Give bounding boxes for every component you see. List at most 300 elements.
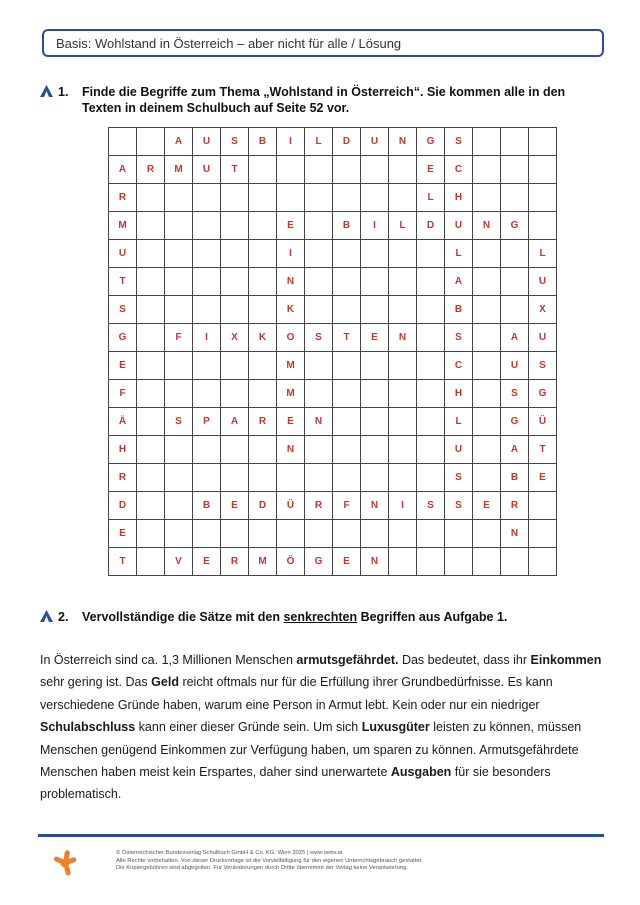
instruction-text: Begriffen aus Aufgabe 1. bbox=[357, 610, 508, 624]
grid-cell bbox=[333, 408, 361, 436]
grid-cell: G bbox=[417, 128, 445, 156]
grid-cell bbox=[361, 436, 389, 464]
grid-cell: E bbox=[473, 492, 501, 520]
grid-cell bbox=[529, 156, 557, 184]
grid-cell bbox=[277, 184, 305, 212]
grid-cell bbox=[389, 548, 417, 576]
grid-cell: T bbox=[109, 268, 137, 296]
grid-cell: A bbox=[165, 128, 193, 156]
grid-cell: U bbox=[193, 128, 221, 156]
answer-word: Ausgaben bbox=[390, 765, 452, 780]
answer-paragraph bbox=[40, 649, 605, 806]
grid-cell bbox=[249, 240, 277, 268]
grid-cell bbox=[389, 520, 417, 548]
task-2 bbox=[40, 609, 600, 627]
header-box bbox=[42, 29, 604, 57]
grid-cell bbox=[473, 128, 501, 156]
grid-cell bbox=[249, 268, 277, 296]
grid-cell: K bbox=[277, 296, 305, 324]
grid-cell bbox=[193, 212, 221, 240]
grid-cell bbox=[417, 324, 445, 352]
grid-row bbox=[109, 408, 557, 436]
grid-cell: S bbox=[445, 128, 473, 156]
grid-cell bbox=[361, 156, 389, 184]
grid-cell bbox=[501, 548, 529, 576]
grid-cell: G bbox=[109, 324, 137, 352]
grid-cell bbox=[165, 212, 193, 240]
grid-cell: Ü bbox=[529, 408, 557, 436]
grid-cell: R bbox=[249, 408, 277, 436]
task-1 bbox=[40, 84, 600, 118]
grid-cell: H bbox=[445, 184, 473, 212]
grid-cell bbox=[501, 296, 529, 324]
grid-cell bbox=[165, 492, 193, 520]
grid-row bbox=[109, 128, 557, 156]
grid-cell bbox=[249, 352, 277, 380]
grid-cell bbox=[137, 380, 165, 408]
grid-cell bbox=[333, 352, 361, 380]
grid-cell bbox=[193, 240, 221, 268]
grid-cell bbox=[389, 352, 417, 380]
grid-cell bbox=[529, 212, 557, 240]
grid-cell: C bbox=[445, 352, 473, 380]
grid-cell: M bbox=[277, 380, 305, 408]
grid-cell: Ö bbox=[277, 548, 305, 576]
grid-cell: M bbox=[165, 156, 193, 184]
grid-cell: L bbox=[389, 212, 417, 240]
grid-cell bbox=[165, 520, 193, 548]
grid-cell: E bbox=[333, 548, 361, 576]
grid-cell bbox=[361, 464, 389, 492]
grid-cell bbox=[221, 268, 249, 296]
grid-cell bbox=[417, 408, 445, 436]
grid-cell bbox=[305, 212, 333, 240]
word-search-grid bbox=[108, 127, 557, 576]
paragraph-text: reicht oftmals nur für die Erfüllung ihrer Grundbedürfnisse. Es kann verschiedene Gründe haben, warum eine Person in Armut lebt. Kein oder nur ein niedriger bbox=[40, 675, 553, 712]
grid-cell: B bbox=[445, 296, 473, 324]
grid-cell bbox=[221, 296, 249, 324]
grid-cell bbox=[165, 436, 193, 464]
grid-cell: U bbox=[501, 352, 529, 380]
grid-cell: E bbox=[193, 548, 221, 576]
grid-cell bbox=[305, 268, 333, 296]
grid-cell: D bbox=[333, 128, 361, 156]
grid-cell bbox=[445, 548, 473, 576]
grid-cell bbox=[137, 268, 165, 296]
grid-cell bbox=[389, 464, 417, 492]
grid-cell: U bbox=[529, 324, 557, 352]
grid-cell bbox=[473, 296, 501, 324]
grid-cell bbox=[277, 464, 305, 492]
grid-cell bbox=[249, 184, 277, 212]
grid-cell: I bbox=[361, 212, 389, 240]
grid-cell bbox=[137, 324, 165, 352]
grid-cell bbox=[501, 156, 529, 184]
grid-cell: N bbox=[473, 212, 501, 240]
grid-cell: S bbox=[221, 128, 249, 156]
grid-cell bbox=[473, 324, 501, 352]
footer-line: Alle Rechte vorbehalten. Von dieser Druckvorlage ist die Vervielfältigung für den eigenen Unterrichtsgebrauch gestattet. bbox=[116, 857, 423, 864]
grid-cell bbox=[333, 240, 361, 268]
page-title: Basis: Wohlstand in Österreich – aber nicht für alle / Lösung bbox=[56, 35, 402, 51]
grid-cell: S bbox=[445, 492, 473, 520]
grid-cell: B bbox=[193, 492, 221, 520]
grid-cell bbox=[137, 520, 165, 548]
grid-cell bbox=[249, 380, 277, 408]
grid-cell bbox=[305, 240, 333, 268]
grid-cell bbox=[165, 464, 193, 492]
task-instruction bbox=[82, 609, 507, 625]
grid-cell: N bbox=[361, 548, 389, 576]
grid-cell: F bbox=[165, 324, 193, 352]
grid-cell bbox=[417, 352, 445, 380]
grid-cell bbox=[221, 352, 249, 380]
grid-cell: U bbox=[445, 436, 473, 464]
grid-cell: T bbox=[529, 436, 557, 464]
grid-cell: E bbox=[277, 408, 305, 436]
grid-cell bbox=[473, 268, 501, 296]
grid-cell: K bbox=[249, 324, 277, 352]
grid-cell: E bbox=[109, 520, 137, 548]
grid-cell: I bbox=[193, 324, 221, 352]
grid-cell bbox=[221, 464, 249, 492]
grid-cell bbox=[529, 184, 557, 212]
footer-divider bbox=[38, 834, 604, 837]
grid-cell bbox=[529, 548, 557, 576]
grid-row bbox=[109, 380, 557, 408]
grid-cell bbox=[333, 520, 361, 548]
grid-cell: U bbox=[361, 128, 389, 156]
grid-cell bbox=[473, 380, 501, 408]
answer-word: armutsgefährdet. bbox=[296, 653, 399, 667]
footer-copyright bbox=[116, 850, 423, 873]
grid-cell: L bbox=[529, 240, 557, 268]
instruction-underlined: senkrechten bbox=[283, 610, 358, 624]
grid-cell: U bbox=[445, 212, 473, 240]
grid-cell: S bbox=[417, 492, 445, 520]
grid-cell: T bbox=[333, 324, 361, 352]
answer-word: Schulabschluss bbox=[40, 720, 136, 735]
grid-cell: G bbox=[501, 212, 529, 240]
grid-cell bbox=[361, 352, 389, 380]
grid-cell bbox=[305, 380, 333, 408]
grid-cell: S bbox=[109, 296, 137, 324]
grid-cell bbox=[137, 212, 165, 240]
grid-cell bbox=[221, 212, 249, 240]
grid-cell bbox=[137, 240, 165, 268]
grid-cell: D bbox=[109, 492, 137, 520]
grid-cell: S bbox=[445, 324, 473, 352]
grid-cell bbox=[165, 352, 193, 380]
grid-cell: E bbox=[529, 464, 557, 492]
grid-cell bbox=[277, 520, 305, 548]
grid-cell: R bbox=[501, 492, 529, 520]
grid-cell bbox=[417, 436, 445, 464]
grid-cell: X bbox=[221, 324, 249, 352]
grid-cell bbox=[417, 464, 445, 492]
grid-cell: N bbox=[389, 324, 417, 352]
grid-cell: E bbox=[277, 212, 305, 240]
grid-cell: O bbox=[277, 324, 305, 352]
grid-cell bbox=[473, 352, 501, 380]
grid-cell bbox=[305, 296, 333, 324]
grid-cell bbox=[473, 436, 501, 464]
grid-cell bbox=[529, 128, 557, 156]
grid-cell bbox=[473, 240, 501, 268]
grid-cell: U bbox=[109, 240, 137, 268]
grid-cell bbox=[221, 184, 249, 212]
grid-cell: G bbox=[529, 380, 557, 408]
grid-cell: B bbox=[333, 212, 361, 240]
grid-cell bbox=[305, 352, 333, 380]
grid-cell bbox=[221, 520, 249, 548]
footer-line: © Österreichischer Bundesverlag Schulbuch GmbH & Co. KG, Wien 2025 | www.oebv.at bbox=[116, 850, 343, 856]
grid-cell bbox=[249, 212, 277, 240]
task-number: 1. bbox=[58, 85, 69, 99]
grid-cell: R bbox=[109, 184, 137, 212]
grid-cell bbox=[193, 184, 221, 212]
paragraph-text: Das bedeutet, dass ihr bbox=[398, 653, 531, 667]
grid-cell bbox=[445, 520, 473, 548]
grid-cell bbox=[249, 296, 277, 324]
grid-cell: G bbox=[305, 548, 333, 576]
grid-cell bbox=[305, 184, 333, 212]
grid-cell: N bbox=[389, 128, 417, 156]
grid-cell bbox=[333, 184, 361, 212]
grid-cell: R bbox=[221, 548, 249, 576]
grid-cell bbox=[389, 380, 417, 408]
grid-cell bbox=[417, 548, 445, 576]
grid-row bbox=[109, 156, 557, 184]
grid-cell bbox=[305, 436, 333, 464]
grid-cell bbox=[137, 436, 165, 464]
grid-cell: Ü bbox=[277, 492, 305, 520]
grid-cell: I bbox=[389, 492, 417, 520]
grid-cell bbox=[361, 240, 389, 268]
paragraph-text: leisten zu können, müssen Menschen genügend Einkommen zur Verfügung haben, um sparen zu können. Armutsgefährdete Menschen haben meist kein Erspartes, daher sind unerwartete bbox=[40, 720, 582, 780]
grid-cell: R bbox=[109, 464, 137, 492]
grid-cell: B bbox=[249, 128, 277, 156]
grid-row bbox=[109, 436, 557, 464]
grid-row bbox=[109, 212, 557, 240]
grid-cell bbox=[389, 240, 417, 268]
grid-cell bbox=[193, 380, 221, 408]
grid-row bbox=[109, 296, 557, 324]
grid-cell bbox=[333, 380, 361, 408]
grid-cell bbox=[249, 520, 277, 548]
grid-cell bbox=[249, 436, 277, 464]
grid-cell bbox=[137, 464, 165, 492]
grid-cell bbox=[333, 296, 361, 324]
grid-cell bbox=[165, 296, 193, 324]
grid-cell: E bbox=[417, 156, 445, 184]
grid-cell bbox=[277, 156, 305, 184]
grid-cell: F bbox=[109, 380, 137, 408]
grid-cell: U bbox=[193, 156, 221, 184]
grid-row bbox=[109, 548, 557, 576]
grid-cell: X bbox=[529, 296, 557, 324]
grid-cell: R bbox=[137, 156, 165, 184]
grid-cell bbox=[221, 436, 249, 464]
grid-cell bbox=[361, 184, 389, 212]
grid-cell bbox=[417, 240, 445, 268]
grid-cell bbox=[193, 464, 221, 492]
grid-cell: S bbox=[445, 464, 473, 492]
grid-cell: E bbox=[109, 352, 137, 380]
grid-cell: N bbox=[277, 268, 305, 296]
grid-cell bbox=[333, 156, 361, 184]
grid-cell bbox=[361, 268, 389, 296]
grid-cell bbox=[193, 520, 221, 548]
grid-cell bbox=[473, 520, 501, 548]
grid-cell bbox=[221, 380, 249, 408]
grid-cell bbox=[417, 520, 445, 548]
difficulty-mountain-icon bbox=[40, 85, 53, 97]
grid-cell: A bbox=[445, 268, 473, 296]
paragraph-text: kann einer dieser Gründe sein. Um sich bbox=[135, 720, 362, 735]
grid-cell: N bbox=[501, 520, 529, 548]
grid-cell: S bbox=[165, 408, 193, 436]
grid-cell bbox=[165, 380, 193, 408]
grid-row bbox=[109, 352, 557, 380]
grid-cell: B bbox=[501, 464, 529, 492]
grid-cell bbox=[333, 436, 361, 464]
grid-cell: E bbox=[361, 324, 389, 352]
grid-cell: U bbox=[529, 268, 557, 296]
grid-cell: P bbox=[193, 408, 221, 436]
task-number: 2. bbox=[58, 610, 69, 624]
publisher-logo-icon bbox=[52, 849, 78, 877]
grid-cell bbox=[305, 464, 333, 492]
grid-cell bbox=[417, 380, 445, 408]
grid-cell: D bbox=[249, 492, 277, 520]
grid-cell: Ä bbox=[109, 408, 137, 436]
grid-cell bbox=[361, 296, 389, 324]
grid-cell bbox=[473, 156, 501, 184]
grid-cell bbox=[137, 548, 165, 576]
grid-cell: N bbox=[277, 436, 305, 464]
grid-cell: C bbox=[445, 156, 473, 184]
grid-cell bbox=[389, 184, 417, 212]
grid-cell bbox=[193, 436, 221, 464]
grid-cell bbox=[333, 268, 361, 296]
grid-cell: I bbox=[277, 128, 305, 156]
grid-cell: L bbox=[445, 408, 473, 436]
paragraph-text: für sie besonders problematisch. bbox=[40, 765, 551, 802]
grid-cell: S bbox=[305, 324, 333, 352]
grid-row bbox=[109, 268, 557, 296]
grid-cell bbox=[361, 520, 389, 548]
grid-cell bbox=[305, 520, 333, 548]
grid-cell bbox=[501, 240, 529, 268]
grid-cell: G bbox=[501, 408, 529, 436]
grid-cell: S bbox=[529, 352, 557, 380]
grid-cell: M bbox=[249, 548, 277, 576]
grid-cell bbox=[473, 464, 501, 492]
grid-cell bbox=[221, 240, 249, 268]
paragraph-text: In Österreich sind ca. 1,3 Millionen Menschen bbox=[40, 653, 297, 667]
grid-cell: A bbox=[501, 324, 529, 352]
grid-cell bbox=[165, 240, 193, 268]
grid-cell bbox=[473, 184, 501, 212]
grid-cell: E bbox=[221, 492, 249, 520]
grid-cell bbox=[137, 128, 165, 156]
grid-cell bbox=[501, 128, 529, 156]
grid-cell bbox=[417, 268, 445, 296]
grid-cell bbox=[473, 408, 501, 436]
grid-cell bbox=[361, 408, 389, 436]
grid-cell bbox=[193, 352, 221, 380]
grid-cell: T bbox=[221, 156, 249, 184]
grid-cell bbox=[389, 296, 417, 324]
grid-cell: I bbox=[277, 240, 305, 268]
grid-cell bbox=[137, 352, 165, 380]
grid-cell bbox=[501, 184, 529, 212]
grid-cell: S bbox=[501, 380, 529, 408]
grid-cell bbox=[389, 436, 417, 464]
grid-cell bbox=[109, 128, 137, 156]
grid-cell bbox=[529, 520, 557, 548]
difficulty-mountain-icon bbox=[40, 610, 53, 622]
grid-cell: L bbox=[305, 128, 333, 156]
answer-word: Luxusgüter bbox=[361, 720, 430, 735]
grid-cell: N bbox=[305, 408, 333, 436]
task-instruction: Finde die Begriffe zum Thema „Wohlstand in Österreich“. Sie kommen alle in den Texten in deinem Schulbuch auf Seite 52 vor. bbox=[82, 85, 566, 115]
grid-row bbox=[109, 520, 557, 548]
grid-cell: L bbox=[445, 240, 473, 268]
answer-word: Geld bbox=[151, 675, 179, 690]
instruction-text: Vervollständige die Sätze mit den bbox=[82, 610, 284, 624]
footer-line: Die Kopiergebühren sind abgegolten. Für Veränderungen durch Dritte übernimmt der Verlag keine Verantwortung. bbox=[116, 865, 408, 872]
paragraph-text: sehr gering ist. Das bbox=[40, 675, 152, 690]
grid-cell bbox=[389, 268, 417, 296]
grid-row bbox=[109, 184, 557, 212]
grid-cell bbox=[389, 408, 417, 436]
answer-word: Einkommen bbox=[530, 653, 602, 667]
grid-row bbox=[109, 492, 557, 520]
grid-cell: V bbox=[165, 548, 193, 576]
grid-cell bbox=[165, 268, 193, 296]
grid-cell bbox=[165, 184, 193, 212]
grid-cell bbox=[389, 156, 417, 184]
grid-cell bbox=[361, 380, 389, 408]
grid-cell: A bbox=[221, 408, 249, 436]
grid-cell bbox=[137, 408, 165, 436]
grid-row bbox=[109, 324, 557, 352]
grid-cell: A bbox=[501, 436, 529, 464]
grid-row bbox=[109, 464, 557, 492]
grid-cell bbox=[137, 184, 165, 212]
grid-row bbox=[109, 240, 557, 268]
grid-cell: F bbox=[333, 492, 361, 520]
grid-cell: H bbox=[109, 436, 137, 464]
grid-cell: R bbox=[305, 492, 333, 520]
grid-cell bbox=[473, 548, 501, 576]
grid-cell: L bbox=[417, 184, 445, 212]
grid-cell bbox=[305, 156, 333, 184]
grid-cell bbox=[501, 268, 529, 296]
grid-cell bbox=[529, 492, 557, 520]
grid-cell bbox=[417, 296, 445, 324]
grid-cell bbox=[137, 492, 165, 520]
grid-cell: N bbox=[361, 492, 389, 520]
grid-cell: D bbox=[417, 212, 445, 240]
grid-cell bbox=[193, 296, 221, 324]
grid-cell bbox=[193, 268, 221, 296]
grid-cell: M bbox=[277, 352, 305, 380]
grid-cell bbox=[333, 464, 361, 492]
grid-cell bbox=[249, 156, 277, 184]
